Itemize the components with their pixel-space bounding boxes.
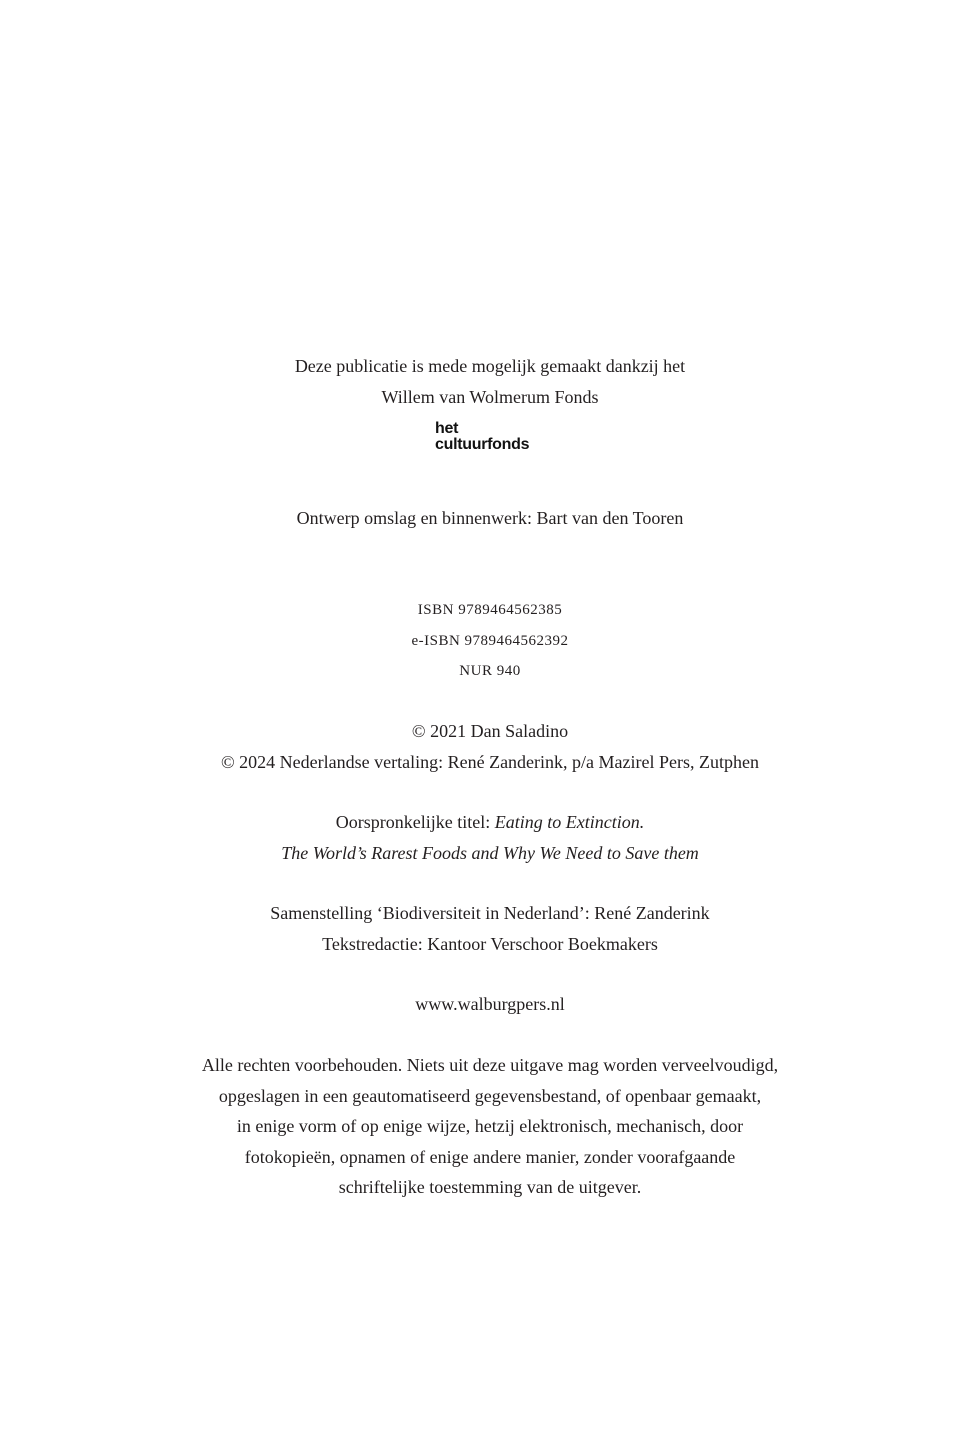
rights-line: opgeslagen in een geautomatiseerd gegevensbestand, of openbaar gemaakt, — [218, 1085, 762, 1106]
funding-statement — [20, 351, 960, 412]
original-title-part2: The World’s Rarest Foods and Why We Need to Save them — [281, 842, 699, 863]
copyright-original: © 2021 Dan Saladino — [411, 721, 569, 741]
copyright-translation: © 2024 Nederlandse vertaling: René Zanderink, p/a Mazirel Pers, Zutphen — [220, 751, 759, 772]
rights-line: Alle rechten voorbehouden. Niets uit deze uitgave mag worden verveelvoudigd, — [201, 1055, 779, 1075]
website-url: www.walburgpers.nl — [415, 994, 565, 1014]
funding-line: Deze publicatie is mede mogelijk gemaakt dankzij het — [294, 356, 686, 376]
original-title-part1: Eating to Extinction. — [494, 812, 645, 832]
website — [20, 989, 960, 1020]
credits — [20, 898, 960, 959]
funding-fund-name: Willem van Wolmerum Fonds — [381, 386, 599, 407]
editing-credit: Tekstredactie: Kantoor Verschoor Boekmakers — [322, 933, 658, 954]
original-title-label: Oorspronkelijke titel: — [335, 812, 495, 832]
isbn: ISBN 9789464562385 — [417, 602, 563, 618]
rights-line: schriftelijke toestemming van de uitgever. — [338, 1177, 642, 1197]
logo-text-cultuurfonds: cultuurfonds — [435, 436, 530, 453]
compilation-credit: Samenstelling ‘Biodiversiteit in Nederland’: René Zanderink — [270, 903, 710, 923]
design-credit-text: Ontwerp omslag en binnenwerk: Bart van den Tooren — [296, 508, 684, 528]
e-isbn: e-ISBN 9789464562392 — [411, 632, 569, 649]
rights-notice — [20, 1050, 960, 1203]
rights-line: fotokopieën, opnamen of enige andere manier, zonder voorafgaande — [244, 1146, 736, 1167]
original-title-line2 — [20, 838, 960, 869]
copyright — [20, 716, 960, 777]
original-title-line1 — [20, 807, 960, 838]
design-credit — [20, 503, 960, 534]
logo-text-het: het — [435, 420, 459, 437]
identifiers — [20, 595, 960, 687]
rights-line: in enige vorm of op enige wijze, hetzij elektronisch, mechanisch, door — [236, 1116, 744, 1136]
cultuurfonds-logo — [435, 421, 529, 453]
nur-code: NUR 940 — [459, 663, 521, 679]
original-title — [20, 807, 960, 868]
